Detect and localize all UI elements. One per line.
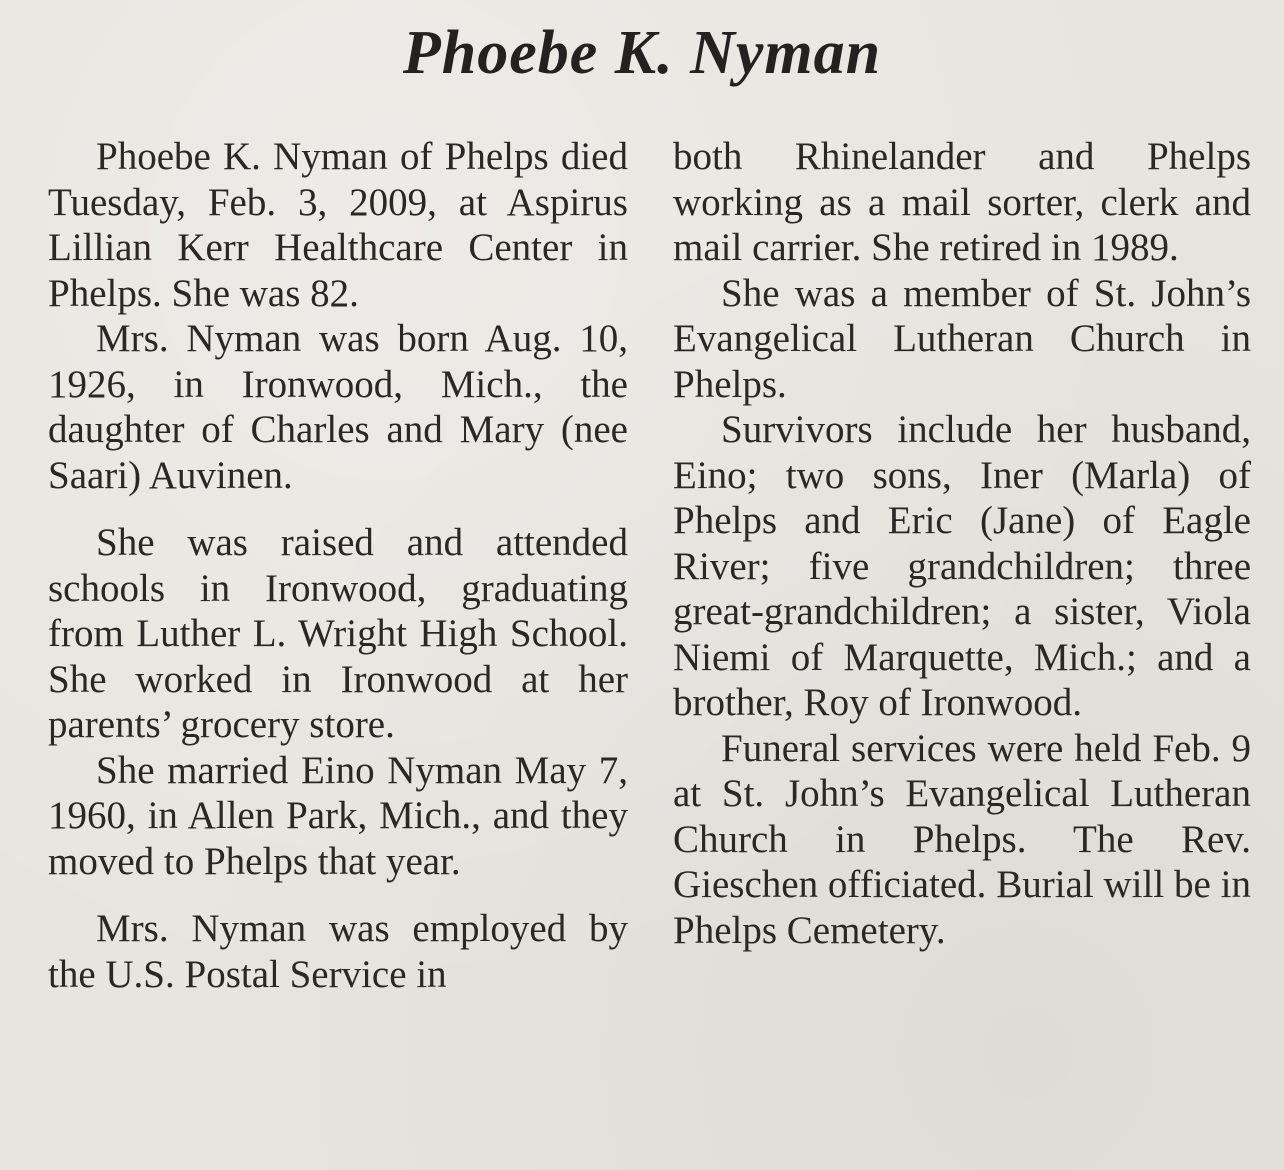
obituary-headline: Phoebe K. Nyman: [402, 19, 882, 87]
right-column: [673, 134, 1251, 953]
paragraph-marriage: She married Eino Nyman May 7, 1960, in Allen Park, Mich., and they moved to Phelps that year.: [48, 748, 628, 883]
paragraph-survivors: Survivors include her husband, Eino; two sons, Iner (Marla) of Phelps and Eric (Jane) of Eagle River; five grandchildren; three great-grandchildren; a sister, Viola Niemi of Marquette, Mich.; and a brother, Roy of Ironwood.: [673, 408, 1251, 724]
left-column: [48, 134, 628, 997]
paragraph-employment: Mrs. Nyman was employed by the U.S. Postal Service in: [48, 907, 628, 996]
paragraph-birth: Mrs. Nyman was born Aug. 10, 1926, in Ironwood, Mich., the daughter of Charles and Mary (nee Saari) Auvinen.: [48, 317, 628, 497]
paragraph-church-membership: She was a member of St. John’s Evangelical Lutheran Church in Phelps.: [673, 271, 1251, 406]
paragraph-funeral-services: Funeral services were held Feb. 9 at St. John’s Evangelical Lutheran Church in Phelps. The Rev. Gieschen officiated. Burial will be in Phelps Cemetery.: [673, 726, 1251, 952]
paragraph-death-notice: Phoebe K. Nyman of Phelps died Tuesday, Feb. 3, 2009, at Aspirus Lillian Kerr Healthcare Center in Phelps. She was 82.: [48, 135, 628, 315]
paragraph-education: She was raised and attended schools in Ironwood, graduating from Luther L. Wright High School. She worked in Ironwood at her parents’ grocery store.: [48, 521, 628, 746]
paragraph-employment-continued: both Rhinelander and Phelps working as a mail sorter, clerk and mail carrier. She retired in 1989.: [673, 135, 1251, 269]
